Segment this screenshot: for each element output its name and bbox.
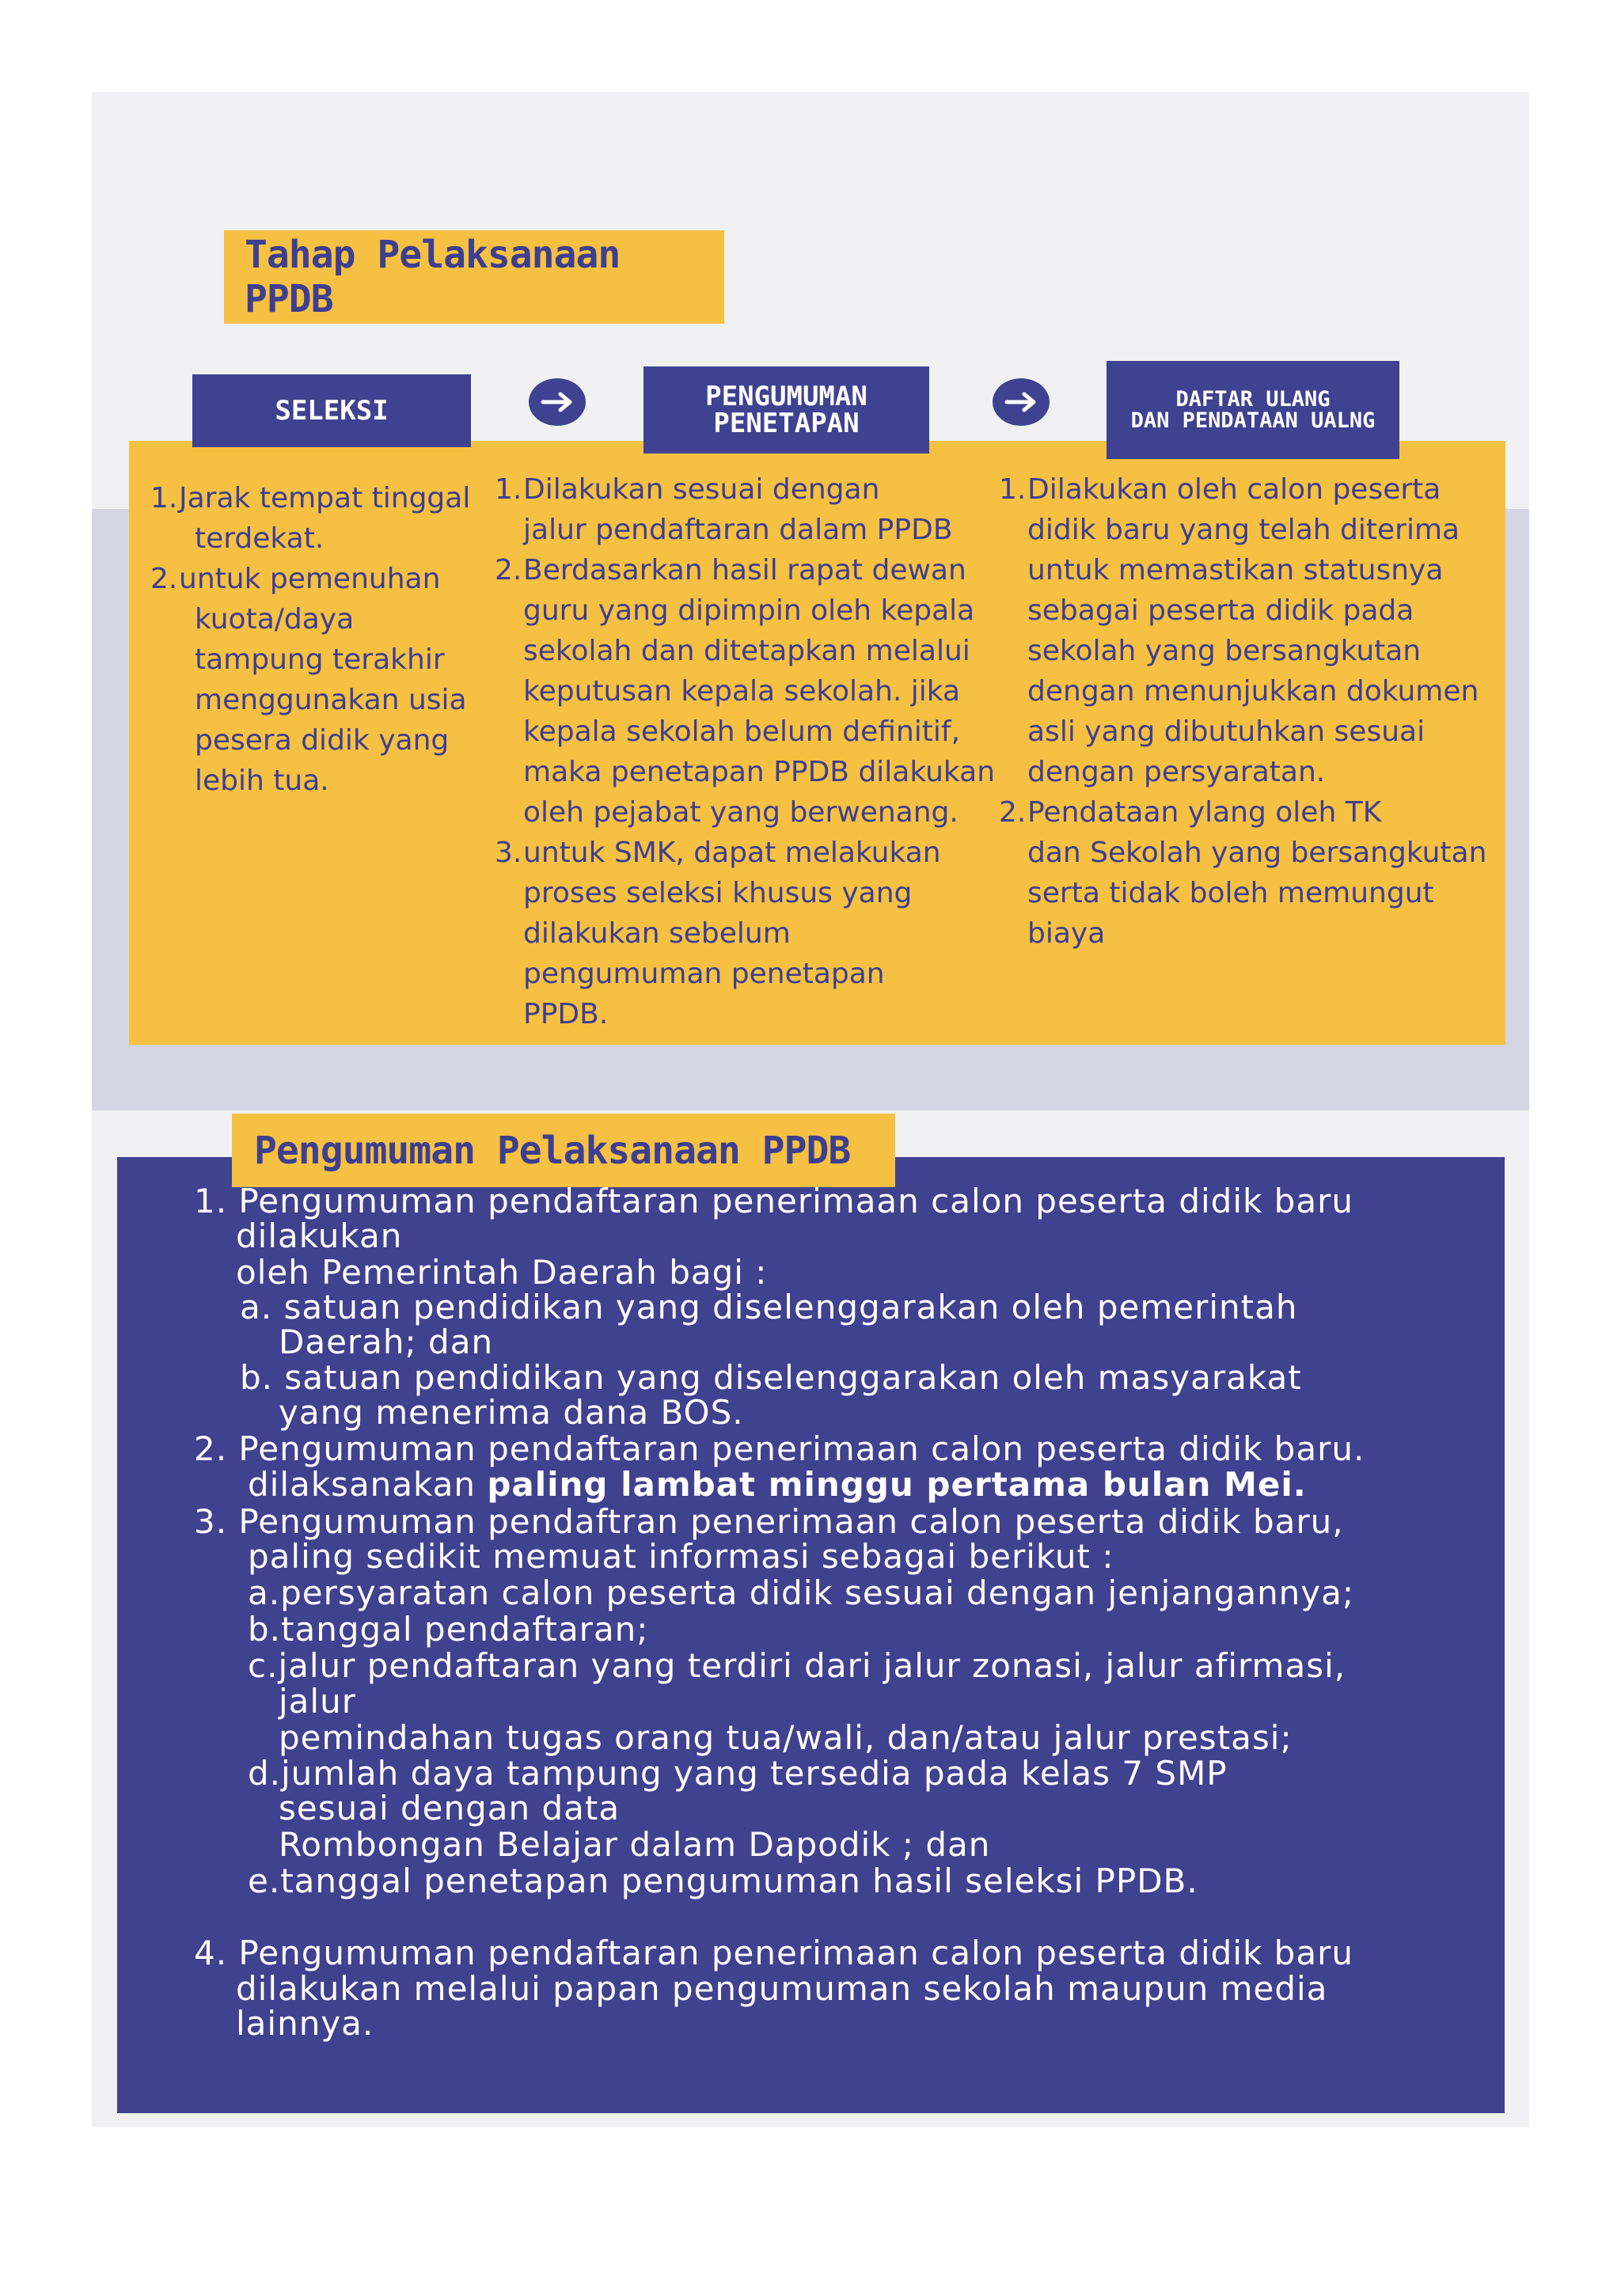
step-label-line: SELEKSI [275, 395, 389, 427]
list-item-number: 2. [150, 563, 178, 595]
step-label-line: DAFTAR ULANG [1175, 387, 1331, 412]
announcement-line [279, 1827, 990, 1862]
list-item-number: 1. [150, 482, 178, 514]
list-item-line: Berdasarkan hasil rapat dewan [523, 554, 966, 586]
announcement-line-text: Rombongan Belajar dalam Dapodik ; dan [279, 1825, 991, 1864]
list-item-line: dan Sekolah yang bersangkutan [1027, 837, 1487, 869]
list-item-line: untuk pemenuhan [179, 563, 441, 595]
list-item-line: Dilakukan oleh calon peserta [1027, 473, 1441, 506]
list-item [495, 833, 1001, 1034]
announcement-line [240, 1358, 1302, 1397]
announcement-line-text: 3. Pengumuman pendaftran penerimaan calon peserta didik baru, [194, 1502, 1344, 1541]
step-seleksi-label [192, 374, 471, 447]
list-item-line: pesera didik yang [195, 724, 450, 757]
announcement-line [240, 1290, 1297, 1325]
list-item-line: oleh pejabat yang berwenang. [523, 796, 959, 829]
announcement-line [248, 1612, 648, 1647]
announcement-line-text: 4. Pengumuman pendaftaran penerimaan calon peserta didik baru [194, 1934, 1353, 1972]
announcement-line-text: dilakukan [236, 1216, 403, 1255]
step-daftar-ulang-label [1107, 361, 1399, 459]
pengumuman-penetapan-list [495, 469, 1001, 1034]
announcement-line-text: lainnya. [236, 2004, 374, 2043]
list-item-line: tampung terakhir [195, 643, 445, 676]
step-label-line: PENGUMUMAN [705, 381, 867, 412]
announcement-line [248, 1756, 1228, 1791]
list-item-number: 2. [999, 796, 1027, 829]
list-item-line: sebagai peserta didik pada [1027, 594, 1414, 627]
announcement-line [248, 1646, 1346, 1685]
step-label-line: DAN PENDATAAN UALNG [1130, 408, 1376, 433]
announcement-line-text: sesuai dengan data [279, 1789, 621, 1827]
announcement-line-text: pemindahan tugas orang tua/wali, dan/atau jalur prestasi; [279, 1718, 1293, 1757]
list-item-line: kepala sekolah belum definitif, [523, 715, 961, 748]
announcement-line-text: a. satuan pendidikan yang diselenggarakan oleh pemerintah [240, 1288, 1298, 1326]
list-item-line: guru yang dipimpin oleh kepala [523, 594, 975, 627]
list-item [150, 478, 491, 559]
list-item-line: lebih tua. [195, 765, 329, 797]
list-item-line: proses seleksi khusus yang [523, 877, 913, 909]
announcement-line [236, 1216, 403, 1255]
list-item-line: didik baru yang telah diterima [1027, 514, 1460, 546]
tahap-title: Tahap Pelaksanaan PPDB [224, 230, 724, 324]
announcement-line [236, 1969, 1328, 2008]
announcement-line-text: yang menerima dana BOS. [279, 1393, 744, 1432]
announcement-line-text: e.tanggal penetapan pengumuman hasil seleksi PPDB. [248, 1861, 1198, 1900]
list-item [495, 469, 1001, 550]
list-item-number: 1. [999, 473, 1027, 506]
announcement-line-text: jalur [279, 1682, 356, 1721]
announcement-line-text: b. satuan pendidikan yang diselenggarakan oleh masyarakat [240, 1358, 1302, 1397]
list-item-line: sekolah dan ditetapkan melalui [523, 635, 970, 667]
announcement-line [248, 1573, 1355, 1612]
list-item-line: biaya [1027, 917, 1106, 950]
announcement-line-text: b.tanggal pendaftaran; [248, 1610, 649, 1649]
announcement-line [279, 1325, 493, 1360]
list-item-line: untuk memastikan statusnya [1027, 554, 1444, 586]
arrow-right-icon [993, 378, 1050, 426]
announcement-line-text: 1. Pengumuman pendaftaran penerimaan calon peserta didik baru [194, 1182, 1353, 1220]
announcement-line-text: 2. Pengumuman pendaftaran penerimaan calon peserta didik baru. [194, 1429, 1365, 1468]
announcement-line [279, 1718, 1293, 1757]
announcement-line-text: dilaksanakan [248, 1465, 488, 1504]
list-item-line: maka penetapan PPDB dilakukan [523, 756, 996, 788]
list-item-line: terdekat. [195, 522, 325, 555]
announcement-line [194, 1429, 1365, 1468]
announcement-line [279, 1791, 620, 1826]
announcement-line-bold: paling lambat minggu pertama bulan Mei. [487, 1465, 1307, 1504]
announcement-line-text: d.jumlah daya tampung yang tersedia pada kelas 7 SMP [248, 1754, 1228, 1793]
list-item-line: Dilakukan sesuai dengan [523, 473, 880, 506]
announcement-line [194, 1502, 1344, 1541]
announcement-line [279, 1395, 744, 1430]
list-item-line: serta tidak boleh memungut [1027, 877, 1434, 909]
announcement-line [194, 1936, 1353, 1971]
list-item-number: 2. [495, 554, 522, 586]
announcement-line-text: oleh Pemerintah Daerah bagi : [236, 1253, 768, 1292]
arrow-right-icon [529, 378, 586, 426]
list-item-number: 3. [495, 837, 522, 869]
list-item-line: Pendataan ylang oleh TK [1027, 796, 1382, 829]
announcement-line [236, 1255, 767, 1290]
announcement-line [279, 1684, 356, 1719]
list-item-line: Jarak tempat tinggal [179, 482, 471, 514]
announcement-line [236, 2006, 374, 2041]
announcement-line-text: c.jalur pendaftaran yang terdiri dari jalur zonasi, jalur afirmasi, [248, 1646, 1346, 1685]
step-pengumuman-label [643, 366, 929, 454]
list-item-number: 1. [495, 473, 522, 506]
list-item-line: PPDB. [523, 998, 609, 1030]
announcement-line [248, 1467, 1307, 1502]
step-label-line: PENETAPAN [713, 408, 860, 439]
list-item-line: dengan persyaratan. [1027, 756, 1326, 788]
pengumuman-title: Pengumuman Pelaksanaan PPDB [232, 1114, 895, 1187]
announcement-line-text: Daerah; dan [279, 1323, 494, 1361]
announcement-line-text: paling sedikit memuat informasi sebagai berikut : [248, 1537, 1114, 1576]
daftar-ulang-list [999, 469, 1505, 954]
list-item [495, 550, 1001, 833]
list-item [999, 469, 1505, 792]
announcement-line-text: a.persyaratan calon peserta didik sesuai dengan jenjangannya; [248, 1573, 1355, 1612]
list-item-line: dilakukan sebelum [523, 917, 791, 950]
list-item-line: menggunakan usia [195, 684, 467, 716]
announcement-line [248, 1861, 1198, 1900]
list-item-line: untuk SMK, dapat melakukan [523, 837, 941, 869]
list-item-line: keputusan kepala sekolah. jika [523, 675, 961, 708]
seleksi-list [150, 478, 491, 801]
announcement-line [194, 1184, 1353, 1219]
list-item-line: asli yang dibutuhkan sesuai [1027, 715, 1425, 748]
list-item [150, 559, 491, 801]
announcement-line [248, 1539, 1114, 1574]
list-item-line: dengan menunjukkan dokumen [1027, 675, 1479, 708]
list-item-line: kuota/daya [195, 603, 355, 636]
list-item-line: sekolah yang bersangkutan [1027, 635, 1422, 667]
list-item-line: pengumuman penetapan [523, 958, 885, 990]
list-item [999, 792, 1505, 954]
list-item-line: jalur pendaftaran dalam PPDB [523, 514, 953, 546]
announcement-line-text: dilakukan melalui papan pengumuman sekolah maupun media [236, 1969, 1328, 2008]
